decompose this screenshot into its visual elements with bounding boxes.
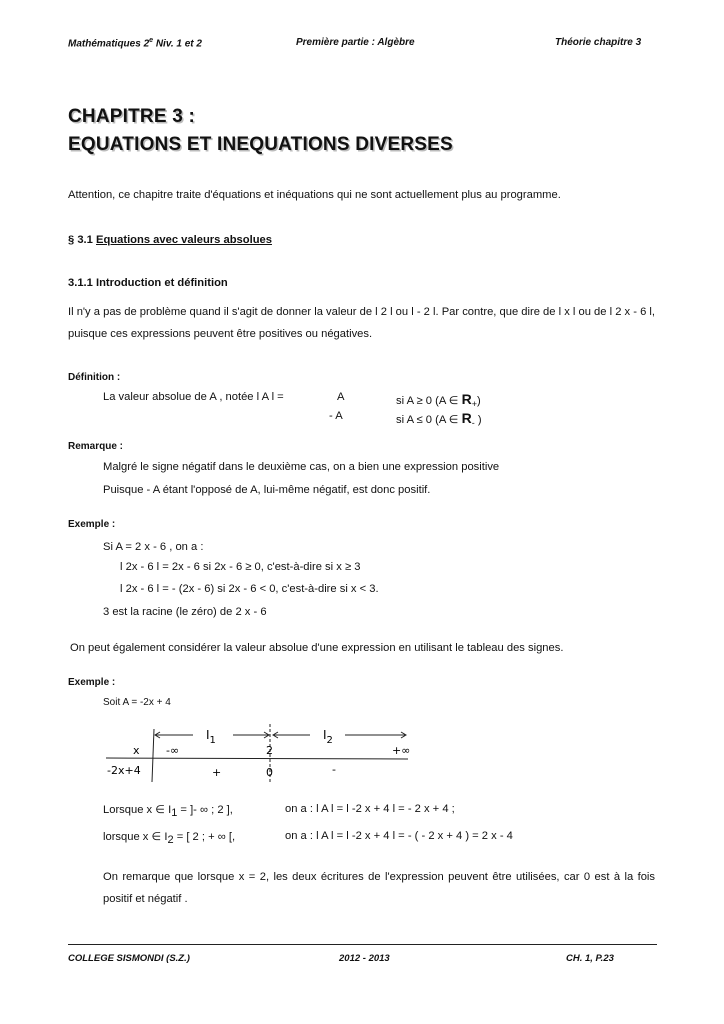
minus-infinity: -∞: [166, 744, 180, 757]
sign-table-intro: On peut également considérer la valeur absolue d'une expression en utilisant le tableau des signes.: [70, 642, 564, 654]
exemple-label: Exemple :: [68, 519, 116, 530]
exemple-line: l 2x - 6 l = - (2x - 6) si 2x - 6 < 0, c'est-à-dire si x < 3.: [120, 583, 379, 595]
table-horizontal-line: [106, 758, 408, 759]
definition-case1-condition: si A ≥ 0 (A ∈ $R_+$): [396, 391, 481, 410]
header-left: Mathématiques 2e Niv. 1 et 2: [68, 37, 202, 50]
exemple-line: l 2x - 6 l = 2x - 6 si 2x - 6 ≥ 0, c'est-à-dire si x ≥ 3: [120, 561, 361, 573]
interval1-statement: Lorsque x ∈ $I_1$ = ]- ∞ ; 2 ],: [103, 804, 233, 820]
remarque-line: Malgré le signe négatif dans le deuxième cas, on a bien une expression positive: [103, 461, 500, 473]
remarque-line: Puisque - A étant l'opposé de A, lui-même négatif, est donc positif.: [103, 484, 431, 496]
exemple-line: Si A = 2 x - 6 , on a :: [103, 541, 204, 553]
definition-text: La valeur absolue de A , notée l A l =: [103, 391, 284, 403]
exemple-label: Exemple :: [68, 677, 116, 688]
sign-positive: +: [212, 766, 222, 779]
root-value: 2: [266, 744, 273, 757]
definition-case1-value: A: [337, 391, 345, 403]
intro-paragraph: Il n'y a pas de problème quand il s'agit de donner la valeur de l 2 l ou l - 2 l. Par contre, que dire de l x l ou de l 2 x - 6 l, puisque ces expressions peuvent être positives ou négatives.: [68, 306, 655, 340]
subsection-heading: 3.1.1 Introduction et définition: [68, 277, 228, 289]
interval2-statement: lorsque x ∈ $I_2$ = [ 2 ; + ∞ [,: [103, 831, 236, 847]
row-expression-label: -2x+4: [107, 764, 141, 777]
footer-center: 2012 - 2013: [339, 953, 390, 964]
footer-divider: [68, 944, 657, 945]
table-vertical-line: [152, 729, 154, 782]
zero-value: 0: [266, 766, 273, 779]
sign-table: [100, 722, 415, 784]
interval1-result: on a : l A l = l -2 x + 4 l = - 2 x + 4 ;: [285, 803, 455, 815]
interval2-label: $I_2$: [323, 728, 333, 746]
header-center: Première partie : Algèbre: [296, 37, 415, 48]
exemple-line: 3 est la racine (le zéro) de 2 x - 6: [103, 606, 267, 618]
exemple-soit: Soit A = -2x + 4: [103, 697, 171, 708]
final-remark: On remarque que lorsque x = 2, les deux écritures de l'expression peuvent être utilisées, car 0 est à la fois positif et négatif .: [103, 871, 655, 905]
header-right: Théorie chapitre 3: [555, 37, 642, 48]
definition-case2-value: - A: [329, 410, 343, 422]
chapter-title: CHAPITRE 3 :: [68, 106, 195, 127]
chapter-subtitle: EQUATIONS ET INEQUATIONS DIVERSES: [68, 134, 453, 155]
definition-case2-condition: si A ≤ 0 (A ∈ $R_-$ ): [396, 410, 482, 429]
footer-left: COLLEGE SISMONDI (S.Z.): [68, 953, 190, 964]
footer-right: CH. 1, P.23: [566, 953, 614, 964]
remarque-label: Remarque :: [68, 441, 124, 452]
sign-negative: -: [332, 763, 336, 776]
section-heading: § 3.1 Equations avec valeurs absolues: [68, 234, 272, 246]
intro-text: Attention, ce chapitre traite d'équations et inéquations qui ne sont actuellement plus au programme.: [68, 189, 561, 201]
interval1-label: $I_1$: [206, 728, 216, 746]
definition-label: Définition :: [68, 372, 121, 383]
row-x-label: x: [133, 744, 140, 757]
interval2-result: on a : l A l = l -2 x + 4 l = - ( - 2 x + 4 ) = 2 x - 4: [285, 830, 513, 842]
plus-infinity: +∞: [392, 744, 411, 757]
